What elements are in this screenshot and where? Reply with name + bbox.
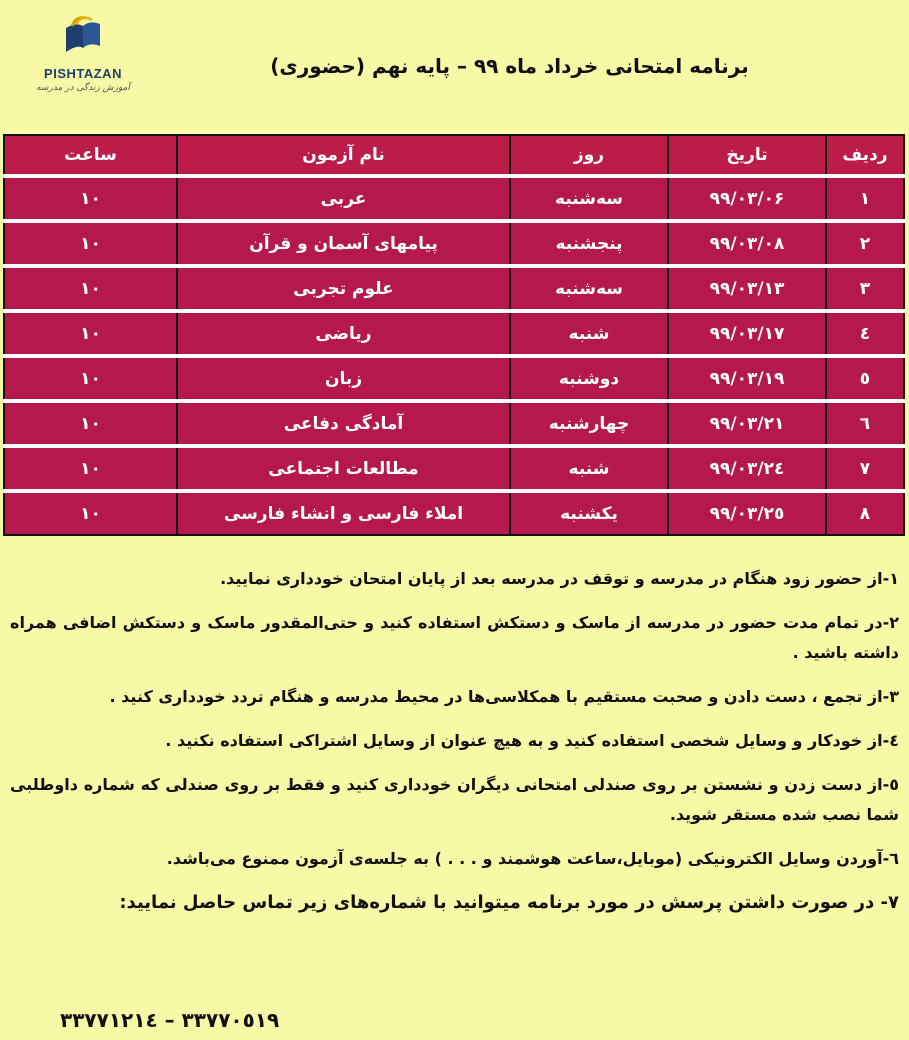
rule-item-contact: ۷- در صورت داشتن پرسش در مورد برنامه میتوانید با شماره‌های زیر تماس حاصل نمایید: bbox=[119, 892, 899, 913]
table-row bbox=[4, 176, 904, 221]
cell-exam-name: عربی bbox=[177, 176, 510, 221]
table-header-row bbox=[4, 135, 904, 176]
table-row bbox=[4, 491, 904, 535]
cell-exam-name: ریاضی bbox=[177, 311, 510, 356]
cell-hour: ۱۰ bbox=[4, 446, 177, 491]
cell-exam-name: زبان bbox=[177, 356, 510, 401]
cell-hour: ۱۰ bbox=[4, 176, 177, 221]
cell-day: سه‌شنبه bbox=[510, 266, 668, 311]
cell-hour: ۱۰ bbox=[4, 266, 177, 311]
table-row bbox=[4, 401, 904, 446]
cell-exam-name: مطالعات اجتماعی bbox=[177, 446, 510, 491]
cell-row-number: ٥ bbox=[826, 356, 904, 401]
cell-row-number: ۷ bbox=[826, 446, 904, 491]
table-row bbox=[4, 446, 904, 491]
cell-day: دوشنبه bbox=[510, 356, 668, 401]
cell-row-number: ٦ bbox=[826, 401, 904, 446]
logo-brand: PISHTAZAN bbox=[44, 66, 122, 81]
rule-item: ٦-آوردن وسایل الکترونیکی (موبایل،ساعت هوشمند و . . . ) به جلسه‌ی آزمون ممنوع می‌باشد. bbox=[166, 849, 899, 868]
rule-item: ٤-از خودکار و وسایل شخصی استفاده کنید و به هیچ عنوان از وسایل اشتراکی استفاده نکنید . bbox=[165, 731, 899, 750]
cell-day: پنجشنبه bbox=[510, 221, 668, 266]
cell-row-number: ۱ bbox=[826, 176, 904, 221]
contact-phone-numbers: ۳۳۷۷۰٥۱۹ – ۳۳۷۷۱۲۱٤ bbox=[60, 1008, 280, 1032]
header-date: تاریخ bbox=[668, 135, 826, 176]
table-row bbox=[4, 356, 904, 401]
cell-day: یکشنبه bbox=[510, 491, 668, 535]
cell-date: ۹۹/۰۳/۱۳ bbox=[668, 266, 826, 311]
table-row bbox=[4, 221, 904, 266]
rule-item: ۱-از حضور زود هنگام در مدرسه و توقف در مدرسه بعد از پایان امتحان خودداری نمایید. bbox=[220, 569, 899, 588]
logo-tagline: آموزش زندگی در مدرسه bbox=[36, 83, 130, 93]
cell-date: ۹۹/۰۳/۰۸ bbox=[668, 221, 826, 266]
cell-exam-name: پیامهای آسمان و قرآن bbox=[177, 221, 510, 266]
cell-date: ۹۹/۰۳/۲٤ bbox=[668, 446, 826, 491]
page-title: برنامه امتحانی خرداد ماه ۹۹ – پایه نهم (حضوری) bbox=[270, 54, 749, 78]
cell-date: ۹۹/۰۳/۰۶ bbox=[668, 176, 826, 221]
rule-item: ۳-از تجمع ، دست دادن و صحبت مستقیم با همکلاسی‌ها در محیط مدرسه و هنگام تردد خودداری کنید . bbox=[109, 687, 899, 706]
cell-date: ۹۹/۰۳/۲۱ bbox=[668, 401, 826, 446]
pishtazan-logo bbox=[28, 14, 138, 114]
cell-hour: ۱۰ bbox=[4, 221, 177, 266]
book-logo-icon bbox=[58, 14, 108, 64]
cell-hour: ۱۰ bbox=[4, 311, 177, 356]
cell-day: چهارشنبه bbox=[510, 401, 668, 446]
rule-item: ٥-از دست زدن و نشستن بر روی صندلی امتحانی دیگران خودداری کنید و فقط بر روی صندلی که شماره داوطلبی شما نصب شده مستقر شوید. bbox=[10, 775, 899, 824]
cell-day: سه‌شنبه bbox=[510, 176, 668, 221]
cell-row-number: ۳ bbox=[826, 266, 904, 311]
cell-date: ۹۹/۰۳/۲٥ bbox=[668, 491, 826, 535]
exam-rules-list bbox=[10, 564, 899, 932]
cell-hour: ۱۰ bbox=[4, 356, 177, 401]
cell-exam-name: آمادگی دفاعی bbox=[177, 401, 510, 446]
table-row bbox=[4, 311, 904, 356]
header-exam-name: نام آزمون bbox=[177, 135, 510, 176]
header-day: روز bbox=[510, 135, 668, 176]
cell-row-number: ٤ bbox=[826, 311, 904, 356]
cell-date: ۹۹/۰۳/۱۷ bbox=[668, 311, 826, 356]
cell-hour: ۱۰ bbox=[4, 401, 177, 446]
table-row bbox=[4, 266, 904, 311]
cell-row-number: ۸ bbox=[826, 491, 904, 535]
cell-date: ۹۹/۰۳/۱۹ bbox=[668, 356, 826, 401]
header-hour: ساعت bbox=[4, 135, 177, 176]
rule-item: ۲-در تمام مدت حضور در مدرسه از ماسک و دستکش استفاده کنید و حتی‌المقدور ماسک و دستکش اضافی همراه داشته باشید . bbox=[10, 613, 899, 662]
cell-day: شنبه bbox=[510, 311, 668, 356]
cell-hour: ۱۰ bbox=[4, 491, 177, 535]
header-row-number: ردیف bbox=[826, 135, 904, 176]
cell-exam-name: علوم تجربی bbox=[177, 266, 510, 311]
cell-day: شنبه bbox=[510, 446, 668, 491]
exam-schedule-table bbox=[3, 134, 905, 536]
cell-row-number: ۲ bbox=[826, 221, 904, 266]
cell-exam-name: املاء فارسی و انشاء فارسی bbox=[177, 491, 510, 535]
